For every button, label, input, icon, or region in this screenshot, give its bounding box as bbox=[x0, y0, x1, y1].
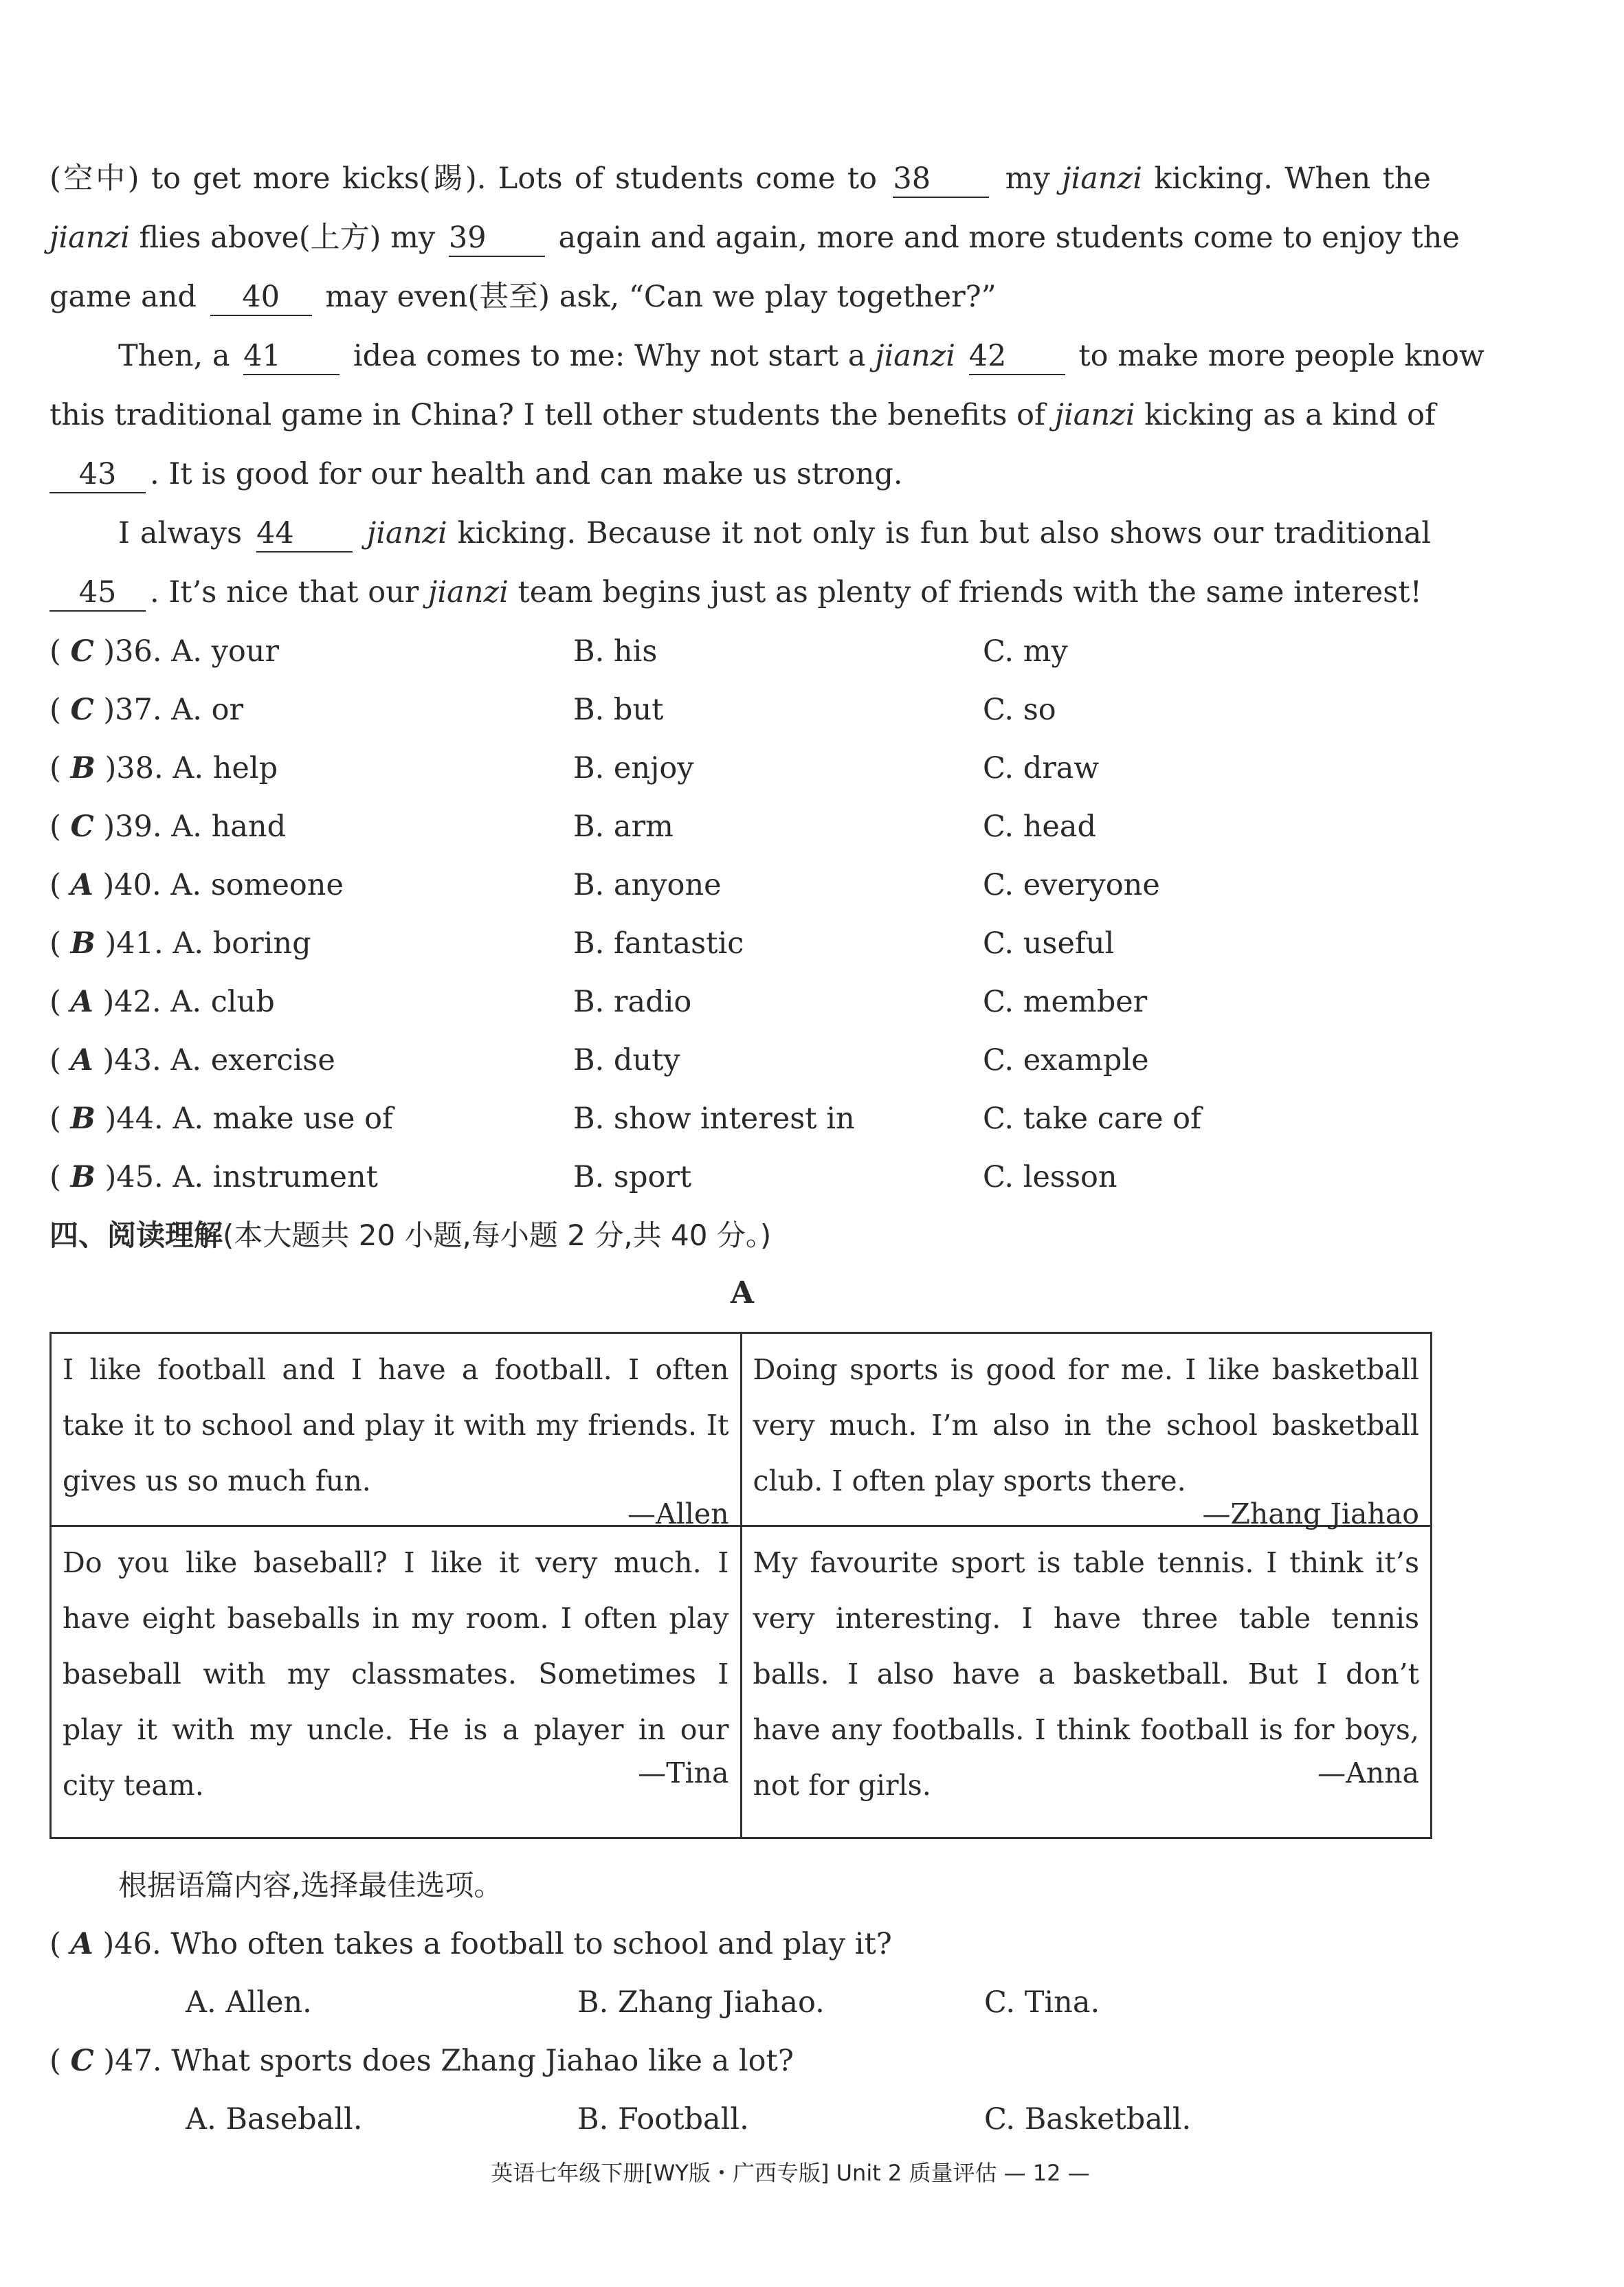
cell-author: —Anna bbox=[1317, 1756, 1419, 1790]
option-a: )41. A. boring bbox=[104, 926, 311, 961]
blank-38: 38 bbox=[893, 161, 989, 198]
option-b: B. fantastic bbox=[573, 926, 744, 961]
italic-word: jianzi bbox=[49, 221, 130, 255]
text: flies above(上方) my bbox=[139, 221, 436, 255]
blank-41: 41 bbox=[243, 338, 340, 375]
italic-word: jianzi bbox=[1054, 398, 1135, 432]
option-c: C. take care of bbox=[983, 1102, 1201, 1136]
option-a: )44. A. make use of bbox=[104, 1102, 393, 1136]
option-b: B. radio bbox=[573, 985, 692, 1019]
text: kicking. When the bbox=[1154, 161, 1431, 196]
option-b: B. Zhang Jiahao. bbox=[577, 1985, 825, 2020]
cloze-line-8 bbox=[49, 572, 1431, 613]
question-text: )46. Who often takes a football to school and play it? bbox=[102, 1927, 892, 1961]
italic-word: jianzi bbox=[1062, 161, 1142, 196]
answer-mark: A bbox=[70, 985, 93, 1019]
option-c: C. so bbox=[983, 693, 1056, 727]
question-39: ( C )39. A. hand bbox=[49, 810, 287, 844]
question-43: ( A )43. A. exercise bbox=[49, 1043, 335, 1078]
cell-author: —Zhang Jiahao bbox=[1202, 1497, 1419, 1530]
cell-text: I like football and I have a football. I often take it to school and play it with my friends. It gives us so much fun. bbox=[63, 1353, 729, 1497]
option-b: B. sport bbox=[573, 1160, 692, 1194]
option-c: C. head bbox=[983, 810, 1097, 844]
question-45: ( B )45. A. instrument bbox=[49, 1160, 378, 1194]
text: I always bbox=[118, 516, 243, 550]
table-cell bbox=[741, 1526, 1432, 1838]
blank-39: 39 bbox=[449, 220, 545, 257]
text: this traditional game in China? I tell other students the benefits of bbox=[49, 398, 1045, 432]
text: may even(甚至) ask, “Can we play together?” bbox=[325, 280, 997, 314]
cloze-line-3 bbox=[49, 276, 1431, 317]
question-40: ( A )40. A. someone bbox=[49, 868, 344, 902]
text: . It’s nice that our bbox=[150, 575, 419, 610]
table-cell bbox=[741, 1333, 1432, 1530]
question-47: ( C )47. What sports does Zhang Jiahao like a lot? bbox=[49, 2044, 794, 2078]
section-heading bbox=[49, 1215, 771, 1256]
table-cell bbox=[51, 1333, 742, 1530]
option-a: A. Baseball. bbox=[186, 2102, 363, 2137]
cloze-line-6 bbox=[49, 454, 1431, 495]
italic-word: jianzi bbox=[875, 339, 956, 373]
passage-a-table bbox=[49, 1332, 1432, 1839]
blank-44: 44 bbox=[256, 515, 353, 553]
cell-author: —Allen bbox=[627, 1497, 729, 1530]
section-note: (本大题共 20 小题,每小题 2 分,共 40 分。) bbox=[223, 1218, 772, 1252]
option-a: )43. A. exercise bbox=[102, 1043, 335, 1078]
text: again and again, more and more students come to enjoy the bbox=[558, 221, 1460, 255]
italic-word: jianzi bbox=[366, 516, 447, 550]
option-b: B. arm bbox=[573, 810, 674, 844]
passage-label: A bbox=[730, 1275, 755, 1310]
cell-text: My favourite sport is table tennis. I think it’s very interesting. I have three table tennis balls. I also have a basketball. But I don’t have any footballs. I think football is for boys, not for girls. bbox=[753, 1546, 1419, 1803]
answer-mark: A bbox=[70, 1043, 93, 1078]
option-b: B. his bbox=[573, 634, 658, 669]
option-b: B. duty bbox=[573, 1043, 680, 1078]
option-a: )38. A. help bbox=[104, 751, 278, 785]
option-c: C. Basketball. bbox=[984, 2102, 1192, 2137]
question-37: ( C )37. A. or bbox=[49, 693, 244, 727]
section-title: 四、阅读理解 bbox=[49, 1218, 223, 1252]
text: to make more people know bbox=[1078, 339, 1484, 373]
blank-40: 40 bbox=[210, 279, 312, 316]
option-c: C. my bbox=[983, 634, 1068, 669]
answer-mark: A bbox=[70, 868, 93, 902]
answer-mark: A bbox=[70, 1927, 93, 1961]
table-row bbox=[51, 1526, 1432, 1838]
cloze-line-7 bbox=[118, 513, 1431, 554]
blank-45: 45 bbox=[49, 574, 146, 612]
table-cell bbox=[51, 1526, 742, 1838]
text: kicking. Because it not only is fun but also shows our traditional bbox=[457, 516, 1431, 550]
question-44: ( B )44. A. make use of bbox=[49, 1102, 393, 1136]
cloze-line-2 bbox=[49, 217, 1460, 258]
answer-mark: C bbox=[70, 693, 94, 727]
text: my bbox=[1005, 161, 1050, 196]
blank-42: 42 bbox=[969, 338, 1065, 375]
answer-mark: B bbox=[70, 751, 96, 785]
option-c: C. example bbox=[983, 1043, 1149, 1078]
text: (空中) to get more kicks(踢). Lots of students come to bbox=[49, 161, 878, 196]
italic-word: jianzi bbox=[428, 575, 509, 610]
cloze-line-1 bbox=[49, 158, 1431, 199]
option-c: C. Tina. bbox=[984, 1985, 1100, 2020]
option-c: C. useful bbox=[983, 926, 1115, 961]
option-a: )39. A. hand bbox=[103, 810, 287, 844]
option-b: B. but bbox=[573, 693, 664, 727]
blank-43: 43 bbox=[49, 456, 146, 493]
option-c: C. lesson bbox=[983, 1160, 1117, 1194]
question-46: ( A )46. Who often takes a football to school and play it? bbox=[49, 1927, 892, 1961]
page-footer: 英语七年级下册[WY版・广西专版] Unit 2 质量评估 — 12 — bbox=[491, 2160, 1090, 2186]
text: idea comes to me: Why not start a bbox=[353, 339, 866, 373]
option-c: C. everyone bbox=[983, 868, 1160, 902]
cloze-line-4 bbox=[118, 335, 1484, 377]
answer-mark: C bbox=[70, 810, 94, 844]
option-a: )40. A. someone bbox=[102, 868, 344, 902]
cloze-line-5 bbox=[49, 394, 1436, 436]
text: game and bbox=[49, 280, 197, 314]
answer-mark: B bbox=[70, 1102, 96, 1136]
text: . It is good for our health and can make us strong. bbox=[150, 457, 903, 491]
option-a: )36. A. your bbox=[103, 634, 280, 669]
option-a: )45. A. instrument bbox=[104, 1160, 378, 1194]
question-text: )47. What sports does Zhang Jiahao like a lot? bbox=[103, 2044, 794, 2078]
question-36: ( C )36. A. your bbox=[49, 634, 280, 669]
cell-text: Doing sports is good for me. I like basketball very much. I’m also in the school basketball club. I often play sports there. bbox=[753, 1353, 1419, 1497]
option-a: )42. A. club bbox=[102, 985, 275, 1019]
question-42: ( A )42. A. club bbox=[49, 985, 275, 1019]
cell-author: —Tina bbox=[638, 1756, 729, 1790]
option-b: B. anyone bbox=[573, 868, 722, 902]
option-b: B. enjoy bbox=[573, 751, 694, 785]
instruction: 根据语篇内容,选择最佳选项。 bbox=[118, 1868, 503, 1902]
table-row bbox=[51, 1333, 1432, 1526]
answer-mark: B bbox=[70, 1160, 96, 1194]
option-c: C. draw bbox=[983, 751, 1100, 785]
option-a: )37. A. or bbox=[103, 693, 244, 727]
answer-mark: C bbox=[70, 2044, 94, 2078]
option-a: A. Allen. bbox=[186, 1985, 312, 2020]
answer-mark: C bbox=[70, 634, 94, 669]
option-b: B. show interest in bbox=[573, 1102, 855, 1136]
question-38: ( B )38. A. help bbox=[49, 751, 278, 785]
cell-text: Do you like baseball? I like it very much. I have eight baseballs in my room. I often play baseball with my classmates. Sometimes I play it with my uncle. He is a player in our city team. bbox=[63, 1546, 729, 1803]
question-41: ( B )41. A. boring bbox=[49, 926, 311, 961]
text: Then, a bbox=[118, 339, 230, 373]
option-c: C. member bbox=[983, 985, 1148, 1019]
option-b: B. Football. bbox=[577, 2102, 749, 2137]
answer-mark: B bbox=[70, 926, 96, 961]
text: team begins just as plenty of friends with the same interest! bbox=[518, 575, 1422, 610]
text: kicking as a kind of bbox=[1144, 398, 1436, 432]
